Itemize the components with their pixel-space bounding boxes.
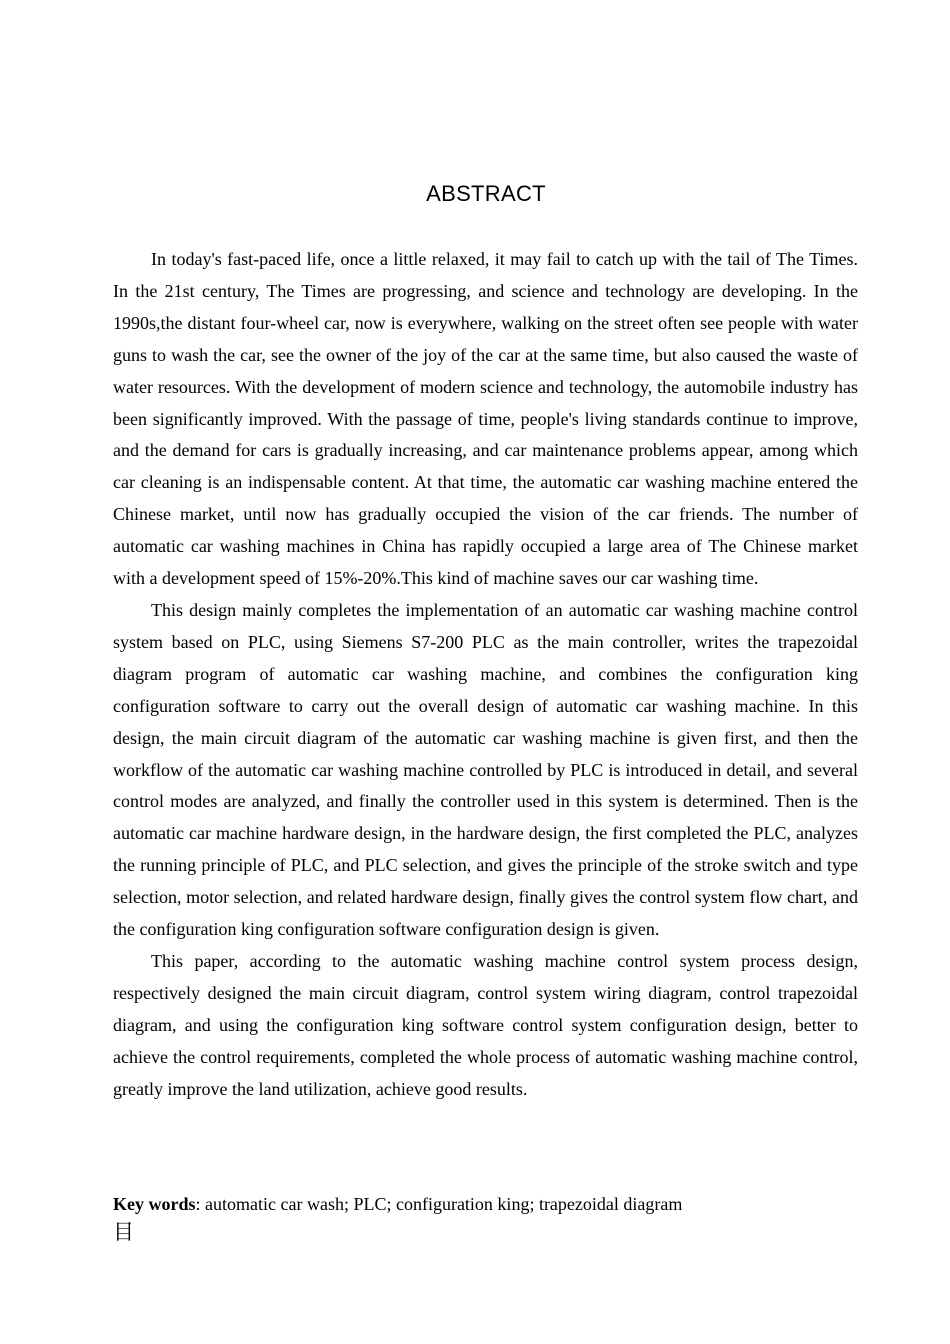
abstract-paragraph-3: This paper, according to the automatic washing machine control system process design, respectively designed the main circuit diagram, control system wiring diagram, control trapezoidal diagram, and using the configuration king software control system configuration design, better to achieve the control requirements, completed the whole process of automatic washing machine control, greatly improve the land utilization, achieve good results. xyxy=(113,950,858,1099)
abstract-paragraph-1: In today's fast-paced life, once a little relaxed, it may fail to catch up with the tail of The Times. In the 21st century, The Times are progressing, and science and technology are developing. In the 1990s,the distant four-wheel car, now is everywhere, walking on the street often see people with water guns to wash the car, see the owner of the joy of the car at the same time, but also caused the waste of water resources. With the development of modern science and technology, the automobile industry has been significantly improved. With the passage of time, people's living standards continue to improve, and the demand for cars is gradually increasing, and car maintenance problems appear, among which car cleaning is an indispensable content. At that time, the automatic car washing machine entered the Chinese market, until now has gradually occupied the vision of the car friends. The number of automatic car washing machines in China has rapidly occupied a large area of The Chinese market with a development speed of 15%-20%.This kind of machine saves our car washing time. xyxy=(113,249,858,589)
toc-heading-fragment: 目 xyxy=(113,1220,134,1244)
keywords-label: Key words xyxy=(113,1194,196,1214)
abstract-paragraph-2: This design mainly completes the implementation of an automatic car washing machine control system based on PLC, using Siemens S7-200 PLC as the main controller, writes the trapezoidal diagram program of automatic car washing machine, and combines the configuration king configuration software to carry out the overall design of automatic car washing machine. In this design, the main circuit diagram of the automatic car washing machine is given first, and then the workflow of the automatic car washing machine controlled by PLC is introduced in detail, and several control modes are analyzed, and finally the controller used in this system is determined. Then is the automatic car machine hardware design, in the hardware design, the first completed the PLC, analyzes the running principle of PLC, and PLC selection, and gives the principle of the stroke switch and type selection, motor selection, and related hardware design, finally gives the control system flow chart, and the configuration king configuration software configuration design is given. xyxy=(113,599,858,940)
keywords-value: automatic car wash; PLC; configuration king; trapezoidal diagram xyxy=(205,1194,683,1214)
abstract-body xyxy=(113,244,858,1105)
abstract-title: ABSTRACT xyxy=(426,181,546,206)
keywords-separator: : xyxy=(195,1194,206,1214)
keywords-line xyxy=(113,1190,858,1218)
